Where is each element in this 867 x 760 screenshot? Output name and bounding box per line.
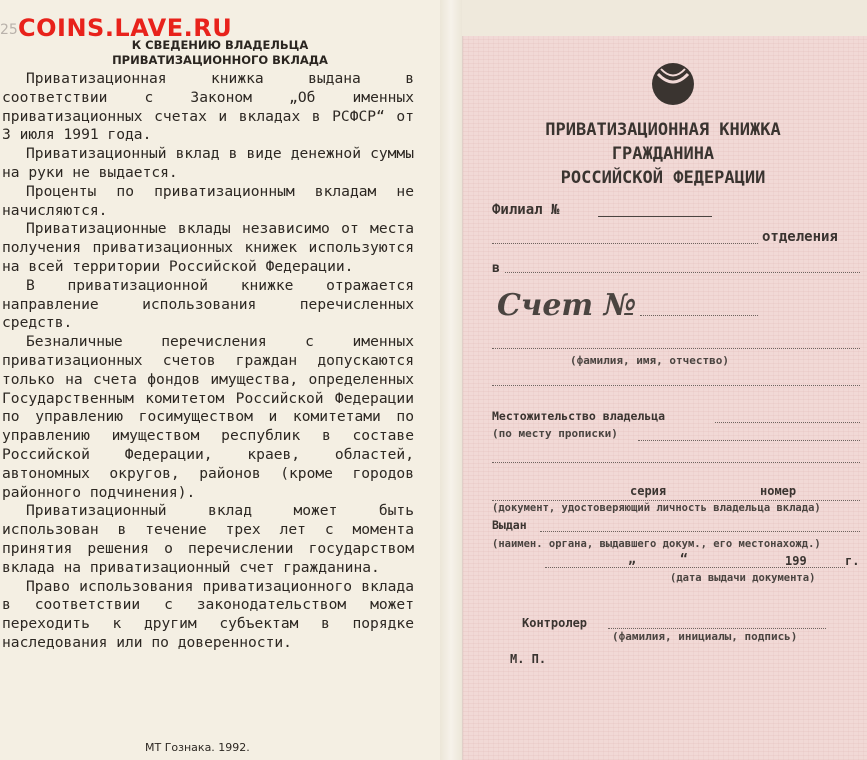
- issuer-caption: (наимен. органа, выдавшего докум., его местонахожд.): [492, 538, 821, 550]
- in-label: в: [492, 261, 500, 276]
- notice-title: [90, 38, 350, 68]
- residence-line-2: [638, 440, 860, 441]
- sberbank-logo-icon: [650, 60, 696, 106]
- fio-line-2: [492, 385, 860, 386]
- notice-paragraph: В приватизационной книжке отражается направление использования перечисленных средств.: [2, 276, 414, 332]
- residence-line-3: [492, 462, 860, 463]
- notice-paragraph: Право использования приватизационного вклада в соответствии с законодательством может переходить к другим субъектам в порядке наследования или по доверенности.: [2, 577, 414, 651]
- issued-line: [540, 531, 860, 532]
- department-label: отделения: [762, 229, 838, 245]
- notice-title-line2: ПРИВАТИЗАЦИОННОГО ВКЛАДА: [112, 53, 328, 67]
- notice-paragraph: Безналичные перечисления с именных приватизационных счетов граждан допускаются только на счета фондов имущества, определенных Государственным комитетом Российской Федерации по управлению госимуществом и комитетами по управлению имуществом республик в составе Российской Федерации, краев, областей, автономных округов, районов (кроме городов районного подчинения).: [2, 333, 414, 501]
- notice-title-line1: К СВЕДЕНИЮ ВЛАДЕЛЬЦА: [131, 38, 309, 52]
- document-line: [492, 500, 860, 501]
- account-number-line: [640, 315, 758, 316]
- fio-caption: (фамилия, имя, отчество): [570, 354, 729, 367]
- printer-imprint: МТ Гознака. 1992.: [145, 741, 250, 754]
- branch-label: Филиал №: [492, 202, 560, 218]
- department-line: [492, 243, 758, 244]
- notice-paragraph: Приватизационная книжка выдана в соответствии с Законом „Об именных приватизационных счетах и вкладах в РСФСР“ от 3 июля 1991 года.: [2, 70, 414, 144]
- fio-line: [492, 348, 860, 349]
- page-fold: [440, 0, 462, 760]
- date-caption: (дата выдачи документа): [670, 572, 816, 584]
- notice-paragraph: Проценты по приватизационным вкладам не начисляются.: [2, 182, 414, 219]
- year-suffix: г.: [845, 554, 860, 568]
- site-watermark: COINS.LAVE.RU: [18, 14, 233, 42]
- date-quote-open: „: [628, 552, 636, 567]
- date-line: [545, 567, 845, 568]
- number-label: номер: [760, 484, 797, 498]
- controller-label: Контролер: [522, 616, 588, 630]
- notice-paragraph: Приватизационный вклад в виде денежной суммы на руки не выдается.: [2, 145, 414, 181]
- seal-label: М. П.: [510, 652, 547, 666]
- residence-caption: (по месту прописки): [492, 427, 618, 440]
- branch-number-line: [598, 216, 712, 217]
- book-title-line2: ГРАЖДАНИНА: [611, 144, 715, 164]
- in-line: [505, 272, 860, 273]
- issued-label: Выдан: [492, 518, 527, 532]
- notice-paragraph: Приватизационные вклады независимо от места получения приватизационных книжек используются на всей территории Российской Федерации.: [2, 220, 414, 275]
- book-title-line3: РОССИЙСКОЙ ФЕДЕРАЦИИ: [560, 168, 766, 188]
- account-label: Счет №: [497, 288, 637, 323]
- controller-line: [608, 628, 826, 629]
- residence-label: Местожительство владельца: [492, 409, 666, 423]
- year-label: 199: [785, 554, 807, 568]
- series-label: серия: [630, 484, 667, 498]
- notice-paragraph: Приватизационный вклад может быть использован в течение трех лет с момента принятия решения о перечислении государством вклада на приватизационный счет гражданина.: [2, 502, 414, 576]
- date-quote-close: “: [680, 552, 688, 567]
- residence-line: [715, 422, 860, 423]
- book-title-line1: ПРИВАТИЗАЦИОННАЯ КНИЖКА: [545, 120, 781, 140]
- notice-body: [2, 70, 414, 653]
- book-title: [488, 118, 838, 190]
- handwritten-number: 25: [0, 22, 18, 38]
- controller-caption: (фамилия, инициалы, подпись): [612, 630, 798, 643]
- document-caption: (документ, удостоверяющий личность владельца вклада): [492, 502, 821, 514]
